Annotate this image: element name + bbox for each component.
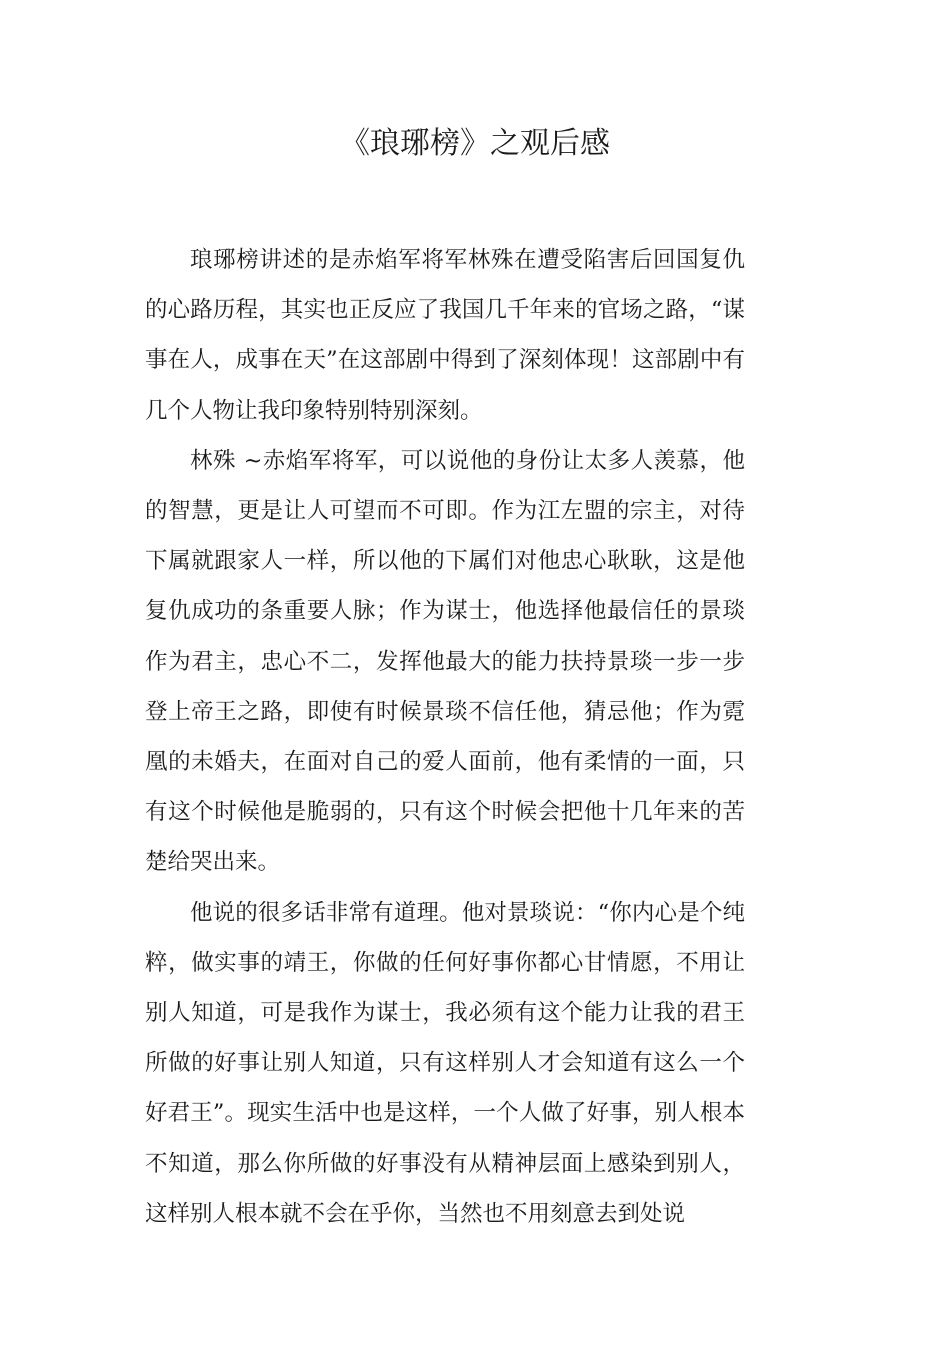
paragraph-2: 林殊 ~赤焰军将军，可以说他的身份让太多人羡慕，他的智慧，更是让人可望而不可即。作为江左盟的宗主，对待下属就跟家人一样，所以他的下属们对他忠心耿耿，这是他复仇成功的条重要人脉；作为谋士，他选择他最信任的景琰作为君主，忠心不二，发挥他最大的能力扶持景琰一步一步登上帝王之路，即使有时候景琰不信任他，猜忌他；作为霓凰的未婚夫，在面对自己的爱人面前，他有柔情的一面，只有这个时候他是脆弱的，只有这个时候会把他十几年来的苦楚给哭出来。: [145, 447, 745, 876]
document-title: 《琅琊榜》之观后感: [340, 126, 610, 161]
document-body: [145, 235, 745, 1239]
paragraph-3: 他说的很多话非常有道理。他对景琰说：“你内心是个纯粹，做实事的靖王，你做的任何好事你都心甘情愿，不用让别人知道，可是我作为谋士，我必须有这个能力让我的君王所做的好事让别人知道，只有这样别人才会知道有这么一个好君王”。现实生活中也是这样，一个人做了好事，别人根本不知道，那么你所做的好事没有从精神层面上感染到别人，这样别人根本就不会在乎你，当然也不用刻意去到处说: [145, 899, 745, 1227]
paragraph-1: 琅琊榜讲述的是赤焰军将军林殊在遭受陷害后回国复仇的心路历程，其实也正反应了我国几千年来的官场之路，“谋事在人，成事在天”在这部剧中得到了深刻体现！这部剧中有几个人物让我印象特别特别深刻。: [145, 247, 745, 424]
